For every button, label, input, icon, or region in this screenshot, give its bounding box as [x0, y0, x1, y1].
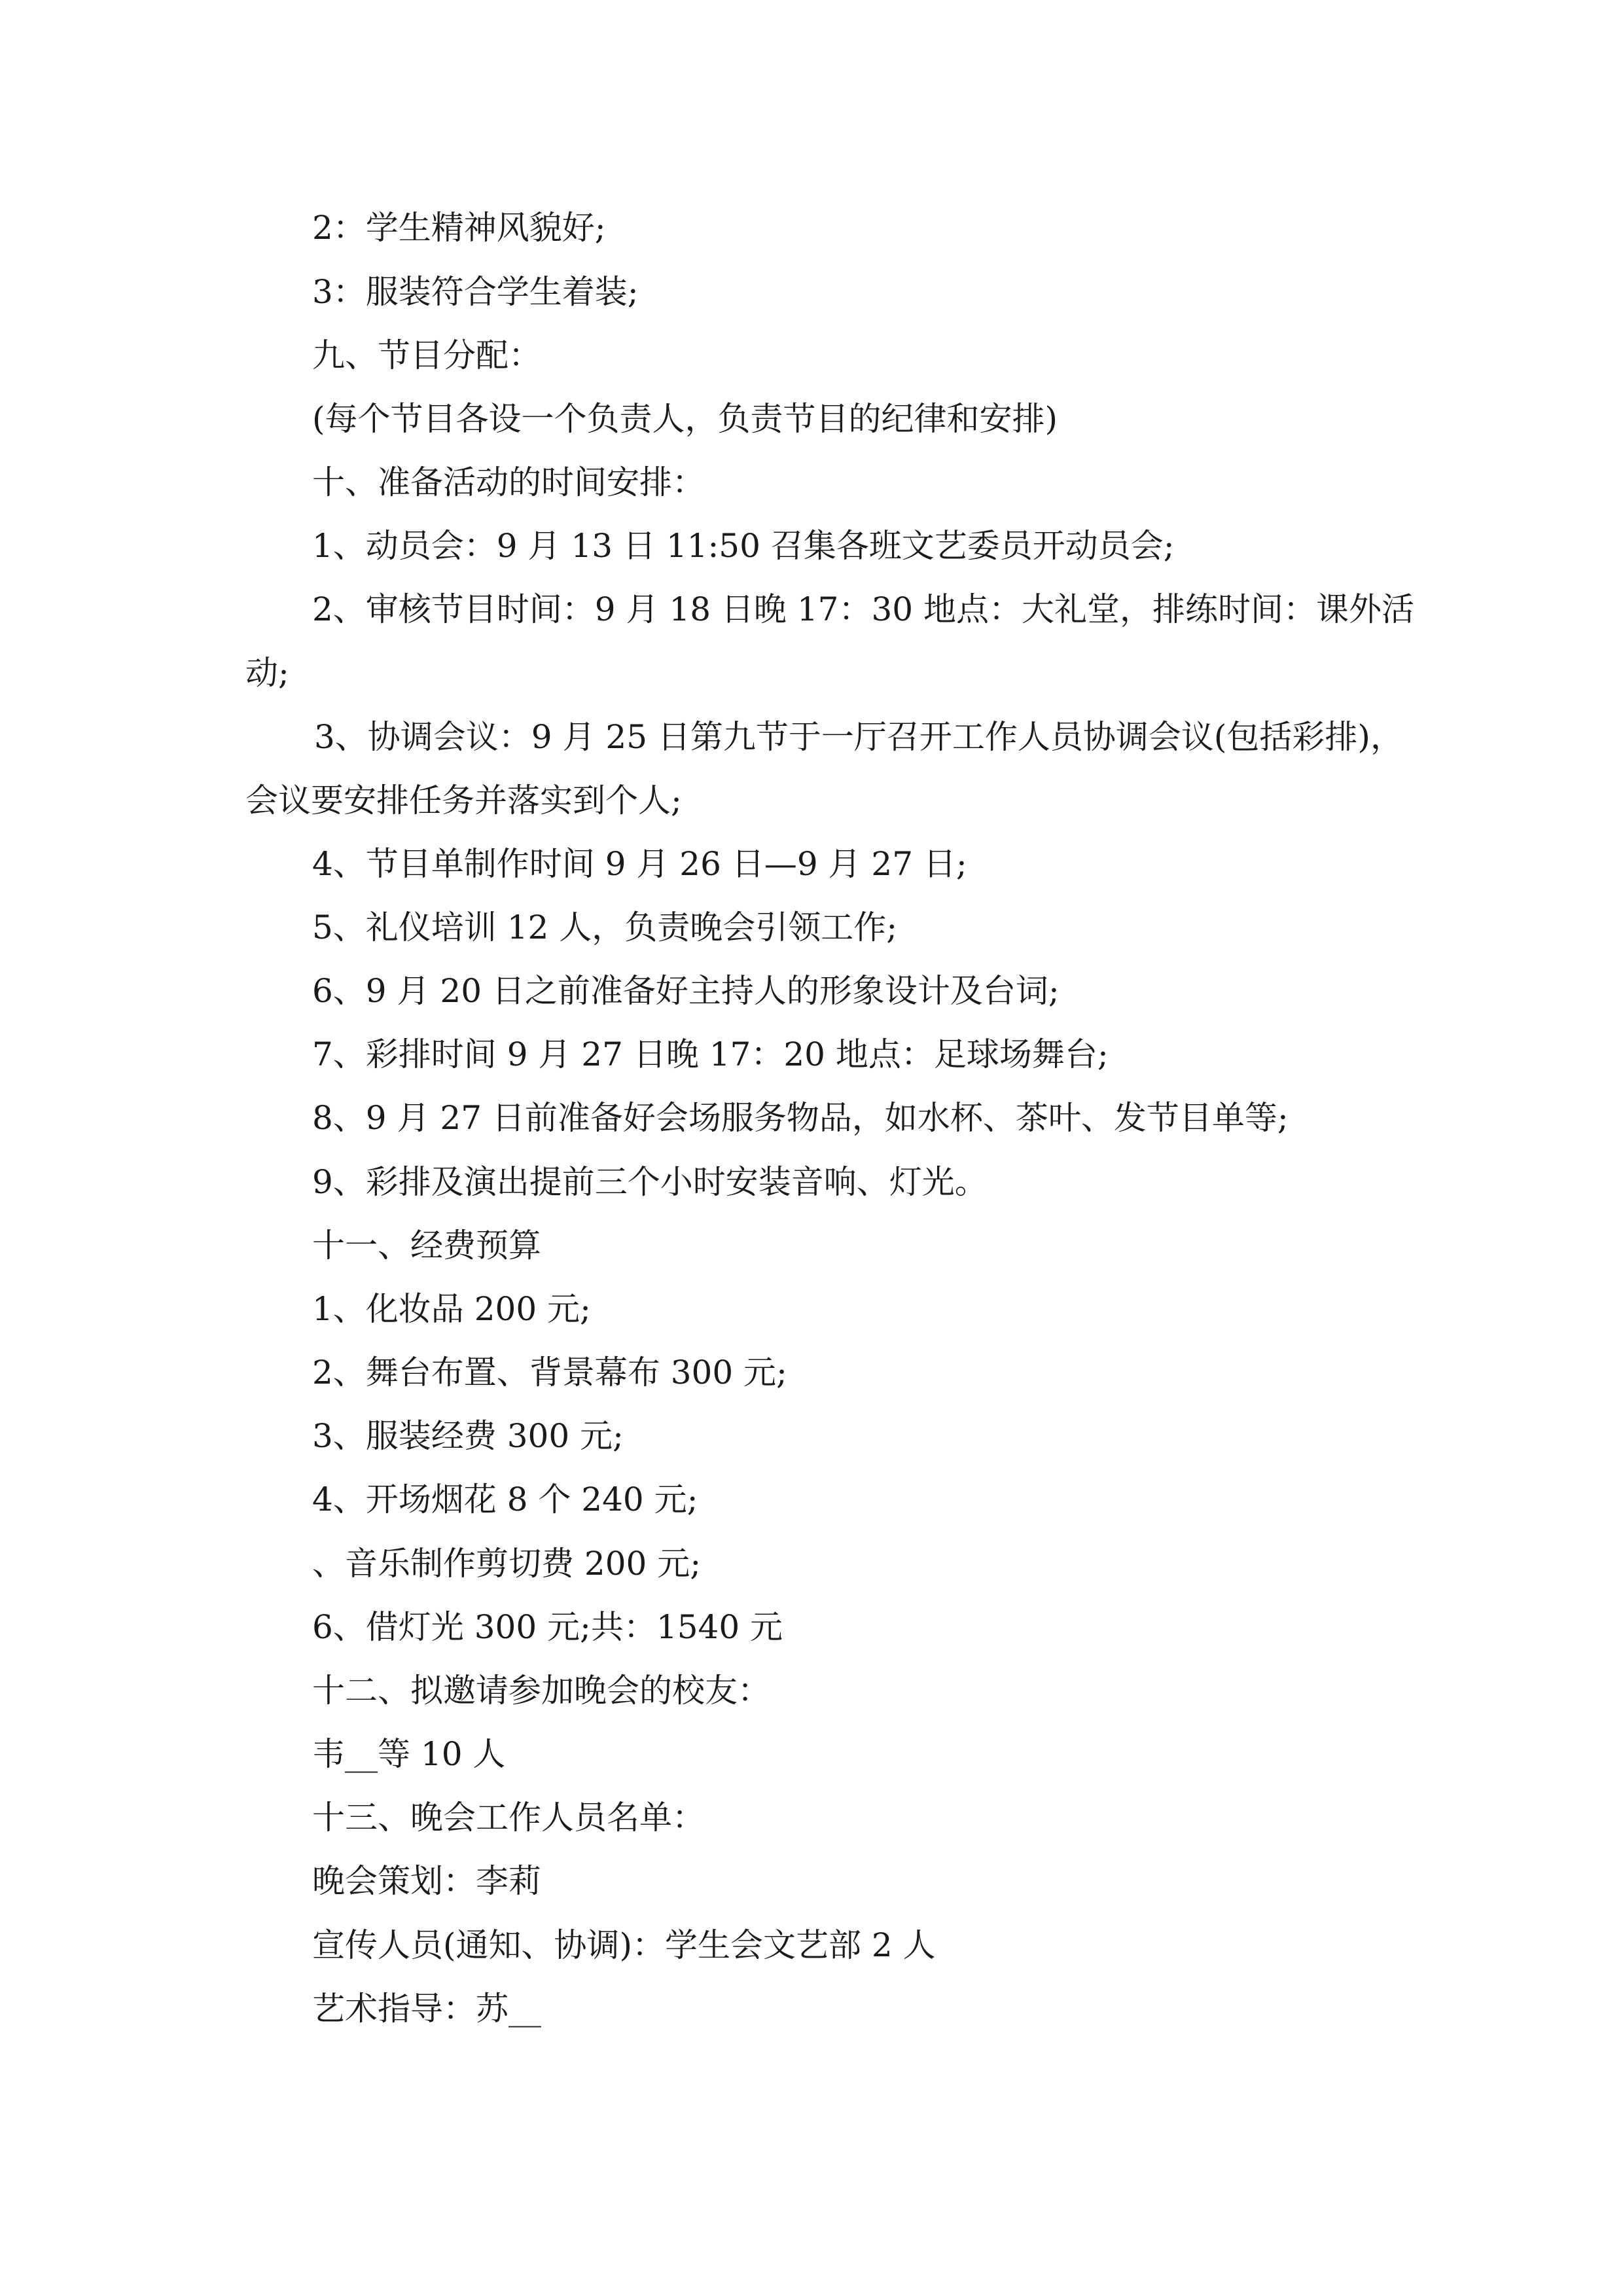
text-line-criterion-2: 2：学生精神风貌好;	[312, 209, 606, 247]
budget-item-6-total: 6、借灯光 300 元;共：1540 元	[312, 1608, 783, 1646]
text-line-note: (每个节目各设一个负责人，负责节目的纪律和安排)	[312, 400, 1058, 438]
section-heading-10: 十、准备活动的时间安排：	[312, 463, 705, 501]
schedule-item-4: 4、节目单制作时间 9 月 26 日—9 月 27 日;	[312, 845, 967, 883]
budget-item-4: 4、开场烟花 8 个 240 元;	[312, 1480, 698, 1518]
staff-publicity: 宣传人员(通知、协调)：学生会文艺部 2 人	[312, 1926, 936, 1964]
section-heading-9: 九、节目分配：	[312, 336, 541, 374]
schedule-item-9: 9、彩排及演出提前三个小时安装音响、灯光。	[312, 1163, 988, 1201]
staff-art-director: 艺术指导：苏__	[312, 1990, 541, 2028]
schedule-item-8: 8、9 月 27 日前准备好会场服务物品，如水杯、茶叶、发节目单等;	[312, 1099, 1289, 1137]
schedule-item-5: 5、礼仪培训 12 人，负责晚会引领工作;	[312, 908, 898, 946]
budget-item-5: 、音乐制作剪切费 200 元;	[312, 1545, 702, 1583]
schedule-item-3: 3、协调会议：9 月 25 日第九节于一厅召开工作人员协调会议(包括彩排)，	[314, 718, 1403, 756]
budget-item-1: 1、化妆品 200 元;	[312, 1290, 591, 1328]
schedule-item-1: 1、动员会：9 月 13 日 11:50 召集各班文艺委员开动员会;	[312, 527, 1175, 565]
section-heading-12: 十二、拟邀请参加晚会的校友：	[312, 1672, 770, 1710]
staff-planner: 晚会策划：李莉	[312, 1862, 541, 1900]
schedule-item-3-continued: 会议要安排任务并落实到个人;	[245, 781, 682, 819]
schedule-item-6: 6、9 月 20 日之前准备好主持人的形象设计及台词;	[312, 972, 1060, 1010]
schedule-item-2-continued: 动;	[245, 654, 289, 692]
budget-item-3: 3、服装经费 300 元;	[312, 1417, 624, 1455]
budget-item-2: 2、舞台布置、背景幕布 300 元;	[312, 1354, 787, 1391]
schedule-item-7: 7、彩排时间 9 月 27 日晚 17：20 地点：足球场舞台;	[312, 1035, 1109, 1073]
alumni-line: 韦__等 10 人	[312, 1735, 506, 1773]
section-heading-11: 十一、经费预算	[312, 1227, 541, 1265]
section-heading-13: 十三、晚会工作人员名单：	[312, 1799, 705, 1837]
schedule-item-2: 2、审核节目时间：9 月 18 日晚 17：30 地点：大礼堂，排练时间：课外活	[312, 590, 1414, 628]
text-line-criterion-3: 3：服装符合学生着装;	[312, 273, 639, 311]
